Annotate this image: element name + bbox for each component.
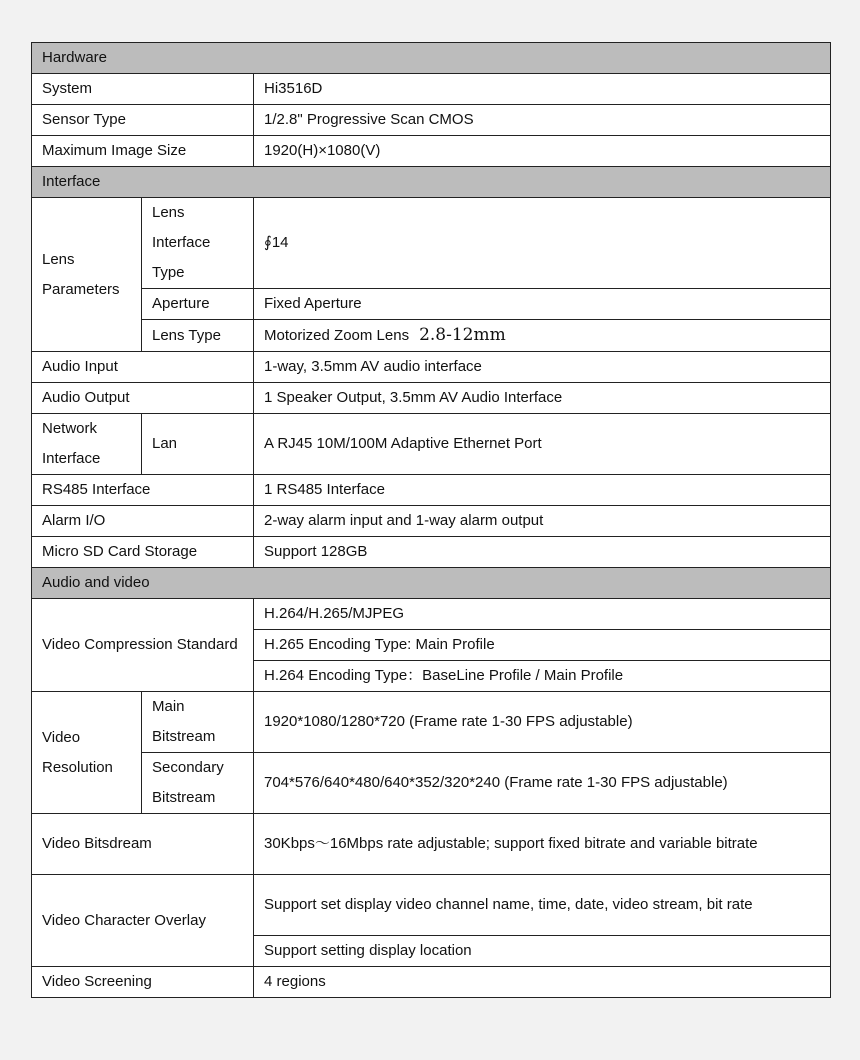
row-label: Micro SD Card Storage	[32, 537, 254, 568]
section-title: Audio and video	[32, 568, 831, 599]
row-label: Lan	[142, 414, 254, 475]
row-label: Audio Output	[32, 383, 254, 414]
row-label: Aperture	[142, 289, 254, 320]
row-value: 1/2.8" Progressive Scan CMOS	[254, 105, 831, 136]
row-label: System	[32, 74, 254, 105]
row-value: ∮14	[254, 198, 831, 289]
table-row	[32, 383, 831, 414]
row-label: Secondary Bitstream	[142, 753, 254, 814]
group-label: Lens Parameters	[32, 198, 142, 352]
row-label: Video Compression Standard	[32, 599, 254, 692]
row-value: 4 regions	[254, 967, 831, 998]
table-row	[32, 753, 831, 814]
row-value: 1920*1080/1280*720 (Frame rate 1-30 FPS adjustable)	[254, 692, 831, 753]
row-value: A RJ45 10M/100M Adaptive Ethernet Port	[254, 414, 831, 475]
row-value: H.264 Encoding Type：BaseLine Profile / Main Profile	[254, 661, 831, 692]
row-value: Fixed Aperture	[254, 289, 831, 320]
row-value: Hi3516D	[254, 74, 831, 105]
table-row	[32, 967, 831, 998]
row-value: H.264/H.265/MJPEG	[254, 599, 831, 630]
row-label: Audio Input	[32, 352, 254, 383]
row-label: Sensor Type	[32, 105, 254, 136]
table-row	[32, 74, 831, 105]
section-interface	[32, 167, 831, 198]
row-value: Motorized Zoom Lens	[264, 327, 410, 344]
row-value: Support 128GB	[254, 537, 831, 568]
group-label: Video Resolution	[32, 692, 142, 814]
row-value: H.265 Encoding Type: Main Profile	[254, 630, 831, 661]
row-value: 2-way alarm input and 1-way alarm output	[254, 506, 831, 537]
row-label: Maximum Image Size	[32, 136, 254, 167]
table-row	[32, 692, 831, 753]
focal-range: 2.8-12mm	[419, 325, 506, 345]
table-row	[32, 136, 831, 167]
group-label: Network Interface	[32, 414, 142, 475]
row-label: Alarm I/O	[32, 506, 254, 537]
row-value: 1 Speaker Output, 3.5mm AV Audio Interface	[254, 383, 831, 414]
table-row	[32, 289, 831, 320]
row-value: Support set display video channel name, time, date, video stream, bit rate	[254, 875, 831, 936]
section-title: Hardware	[32, 43, 831, 74]
table-row	[32, 814, 831, 875]
spec-table	[31, 42, 831, 998]
row-value-cell	[254, 320, 831, 352]
table-row	[32, 414, 831, 475]
table-row	[32, 599, 831, 630]
row-value: 704*576/640*480/640*352/320*240 (Frame rate 1-30 FPS adjustable)	[254, 753, 831, 814]
section-hardware	[32, 43, 831, 74]
row-label: Video Bitsdream	[32, 814, 254, 875]
table-row	[32, 320, 831, 352]
row-label: Main Bitstream	[142, 692, 254, 753]
table-row	[32, 105, 831, 136]
row-label: Lens Type	[142, 320, 254, 352]
row-value: 30Kbps～16Mbps rate adjustable; support fixed bitrate and variable bitrate	[254, 814, 831, 875]
row-value: Support setting display location	[254, 936, 831, 967]
table-row	[32, 352, 831, 383]
row-label: Video Character Overlay	[32, 875, 254, 967]
row-value: 1-way, 3.5mm AV audio interface	[254, 352, 831, 383]
row-label: RS485 Interface	[32, 475, 254, 506]
table-row	[32, 475, 831, 506]
table-row	[32, 198, 831, 289]
row-value: 1920(H)×1080(V)	[254, 136, 831, 167]
row-label: Video Screening	[32, 967, 254, 998]
row-value: 1 RS485 Interface	[254, 475, 831, 506]
table-row	[32, 537, 831, 568]
row-label: Lens Interface Type	[142, 198, 254, 289]
table-row	[32, 875, 831, 936]
table-row	[32, 506, 831, 537]
section-title: Interface	[32, 167, 831, 198]
section-audio-video	[32, 568, 831, 599]
